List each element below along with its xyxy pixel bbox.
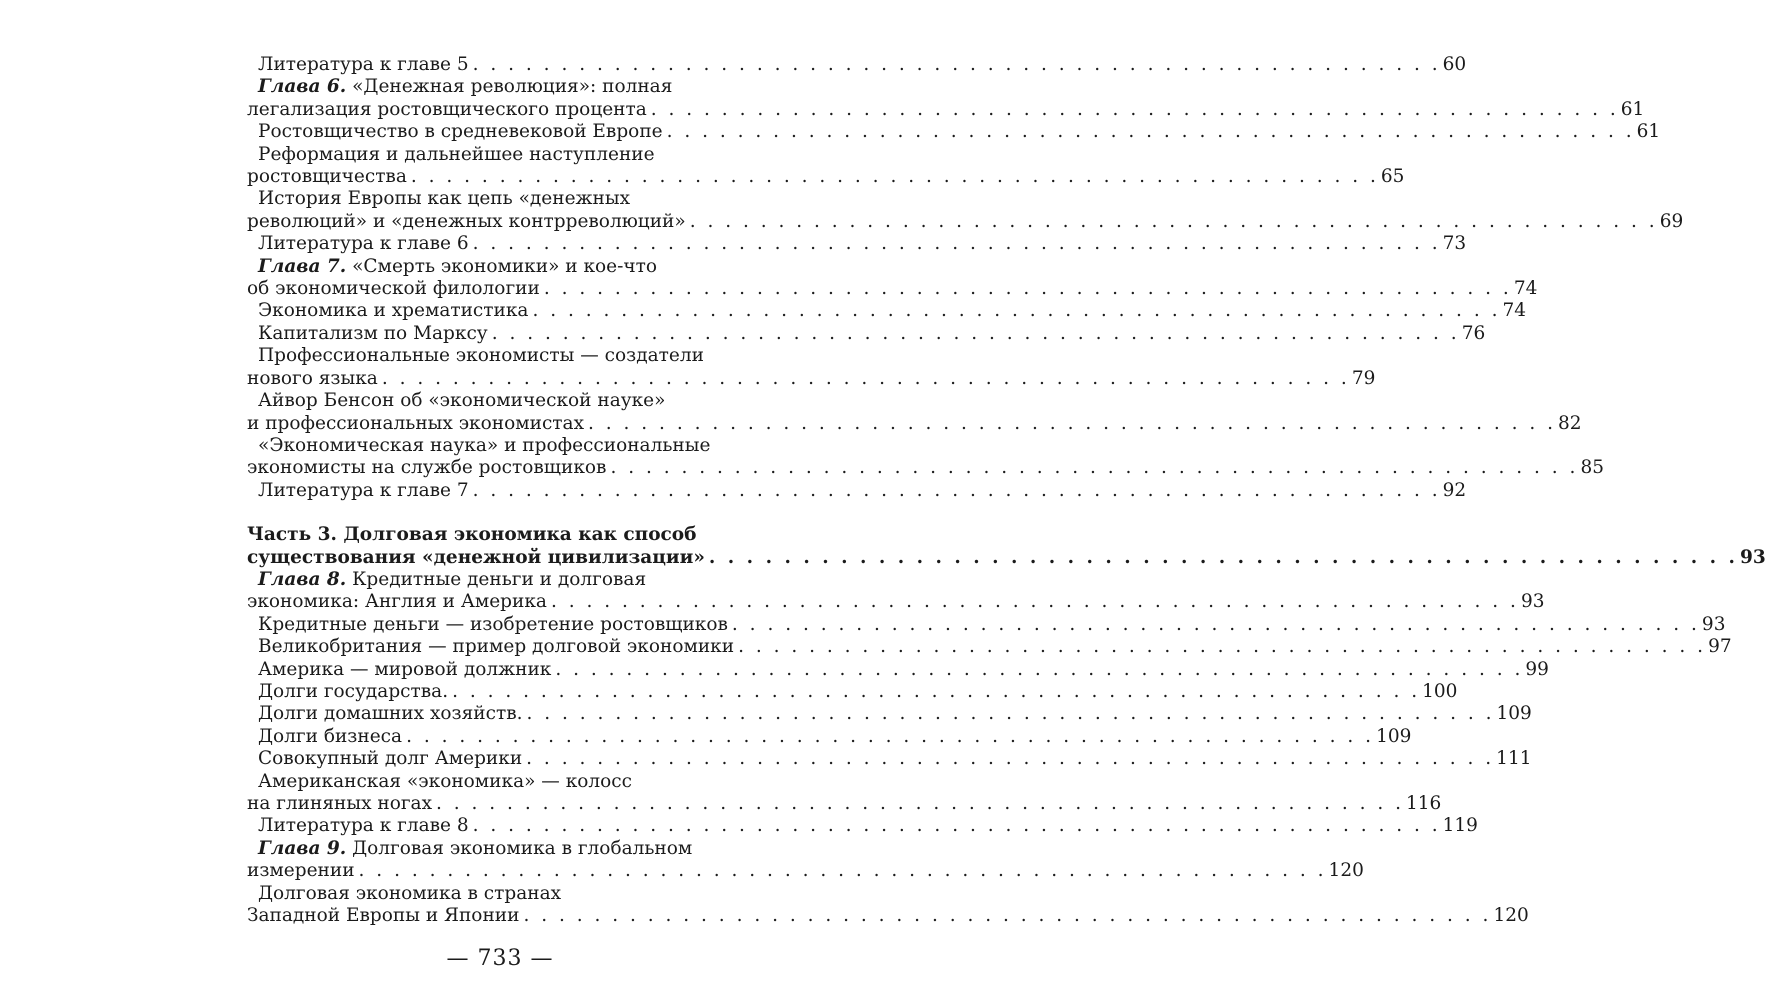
toc-entry-title — [258, 748, 522, 770]
toc-entry-title — [258, 838, 692, 860]
toc-entry — [247, 680, 1458, 703]
leader-dots: . . . . . . . . . . . . . . . . . . . . . . . . . . . . . . . . . . . . . . . . . . . . . . . . . . . . . . . — [410, 166, 1379, 188]
toc-entry — [247, 256, 773, 278]
toc-entry — [247, 793, 1442, 815]
toc-entry-text: Долговая экономика в глобальном — [346, 837, 693, 859]
toc-entry — [247, 278, 1538, 300]
toc-entry-text: революций» и «денежных контрреволюций» — [247, 210, 686, 232]
toc-entry-title — [258, 121, 663, 143]
toc-entry-title — [258, 188, 630, 210]
chapter-label: Глава 6. — [258, 76, 347, 98]
leader-dots: . . . . . . . . . . . . . . . . . . . . . . . . . . . . . . . . . . . . . . . . . . . . . . . . . . . . . . . — [666, 121, 1635, 143]
toc-entry-text: Америка — мировой должник — [258, 658, 552, 680]
toc-page-number: 74 — [1502, 300, 1527, 322]
toc-entry-title — [258, 233, 469, 255]
toc-entry — [247, 435, 773, 457]
toc-entry-title — [247, 368, 378, 390]
toc-page-number: 92 — [1442, 479, 1467, 501]
toc-entry-title — [247, 524, 696, 546]
toc-entry — [247, 345, 773, 367]
toc-entry — [247, 838, 773, 860]
leader-dots: . . . . . . . . . . . . . . . . . . . . . . . . . . . . . . . . . . . . . . . . . . . . . . . . . . . . . . . — [738, 636, 1707, 658]
toc-entry — [247, 703, 1532, 725]
toc-page-number: 85 — [1580, 457, 1604, 479]
leader-dots: . . . . . . . . . . . . . . . . . . . . . . . . . . . . . . . . . . . . . . . . . . . . . . . . . . . . . . . — [472, 54, 1441, 75]
toc-page-number: 100 — [1422, 680, 1458, 702]
toc-entry — [247, 613, 1726, 636]
toc-entry-text: «Денежная революция»: полная — [346, 76, 673, 98]
toc-entry — [247, 98, 1645, 121]
toc-entry — [247, 367, 1376, 390]
toc-entry — [247, 860, 1364, 882]
toc-entry-text: Реформация и дальнейшее наступление — [258, 143, 655, 165]
leader-dots: . . . . . . . . . . . . . . . . . . . . . . . . . . . . . . . . . . . . . . . . . . . . . . . . . . . . . . . — [526, 748, 1495, 770]
toc-entry-text: Литература к главе 8 — [258, 815, 469, 837]
toc-entry-text: «Экономическая наука» и профессиональные — [258, 434, 711, 456]
toc-part-line — [247, 546, 1766, 569]
toc-entry — [247, 54, 1467, 76]
toc-page-number: 76 — [1461, 322, 1486, 344]
toc-entry — [247, 658, 1549, 681]
leader-dots: . . . . . . . . . . . . . . . . . . . . . . . . . . . . . . . . . . . . . . . . . . . . . . . . . . . . . . . — [610, 457, 1579, 479]
toc-entry-text: Литература к главе 6 — [258, 233, 469, 255]
toc-entry-text: существования «денежной цивилизации» — [247, 546, 705, 568]
toc-page-number: 111 — [1496, 748, 1532, 770]
toc-page-number: 109 — [1496, 703, 1532, 725]
toc-entry-title — [258, 636, 734, 658]
toc-entry — [247, 121, 1661, 143]
toc-entry-title — [247, 166, 407, 188]
toc-entry-title — [258, 726, 402, 748]
toc-page-number: 93 — [1701, 613, 1726, 635]
toc-entry-title — [258, 883, 561, 905]
toc-entry — [247, 457, 1604, 479]
page-number: — 733 — — [446, 946, 554, 971]
section-gap — [247, 502, 773, 524]
toc-entry-title — [258, 771, 632, 793]
toc-entry-text: нового языка — [247, 367, 378, 389]
chapter-label: Глава 8. — [258, 568, 347, 590]
toc-entry-title — [258, 569, 646, 591]
leader-dots: . . . . . . . . . . . . . . . . . . . . . . . . . . . . . . . . . . . . . . . . . . . . . . . . . . . . . . . — [689, 210, 1658, 232]
toc-page-number: 93 — [1739, 546, 1766, 568]
toc-entry-title — [258, 614, 728, 636]
leader-dots: . . . . . . . . . . . . . . . . . . . . . . . . . . . . . . . . . . . . . . . . . . . . . . . . . . . . . . . — [550, 591, 1519, 613]
toc-entry — [247, 144, 773, 166]
toc-entry-text: Долговая экономика в странах — [258, 882, 562, 904]
toc-page-number: 61 — [1620, 98, 1645, 120]
toc-part-line — [247, 524, 773, 546]
toc-page-number: 120 — [1328, 860, 1364, 882]
toc-entry-text: Экономика и хрематистика — [258, 300, 529, 322]
leader-dots: . . . . . . . . . . . . . . . . . . . . . . . . . . . . . . . . . . . . . . . . . . . . . . . . . . . . . . . — [406, 725, 1375, 747]
toc-page-number: 93 — [1520, 591, 1545, 613]
leader-dots: . . . . . . . . . . . . . . . . . . . . . . . . . . . . . . . . . . . . . . . . . . . . . . . . . . . . . . . — [472, 815, 1441, 837]
toc-entry-title — [247, 591, 547, 613]
toc-entry-text: легализация ростовщического процента — [247, 98, 647, 120]
toc-page-number: 82 — [1558, 412, 1582, 434]
leader-dots: . . . . . . . . . . . . . . . . . . . . . . . . . . . . . . . . . . . . . . . . . . . . . . . . . . . . . . . — [358, 860, 1327, 882]
toc-page-number: 60 — [1442, 54, 1467, 75]
toc-entry — [247, 591, 1545, 613]
toc-entry — [247, 479, 1467, 502]
toc-page-number: 74 — [1513, 278, 1538, 300]
leader-dots: . . . . . . . . . . . . . . . . . . . . . . . . . . . . . . . . . . . . . . . . . . . . . . . . . . . . . . . — [543, 278, 1512, 300]
toc-entry — [247, 815, 1478, 837]
toc-page-number: 109 — [1376, 725, 1412, 747]
toc-entry-title — [247, 793, 432, 815]
toc-entry-title — [258, 815, 469, 837]
toc-entry — [247, 76, 773, 98]
table-of-contents — [247, 54, 1766, 927]
toc-entry-text: Совокупный долг Америки — [258, 748, 523, 770]
toc-entry — [247, 166, 1405, 188]
chapter-label: Глава 7. — [258, 255, 347, 277]
toc-entry — [247, 905, 1529, 927]
toc-entry — [247, 210, 1684, 233]
toc-entry-text: Долги домашних хозяйств. — [258, 703, 523, 725]
toc-entry — [247, 188, 773, 210]
toc-entry — [247, 771, 773, 793]
toc-entry — [247, 883, 773, 905]
toc-page-number: 61 — [1636, 121, 1661, 143]
toc-entry-text: экономика: Англия и Америка — [247, 591, 547, 613]
toc-entry-text: Американская «экономика» — колосс — [258, 770, 633, 792]
leader-dots: . . . . . . . . . . . . . . . . . . . . . . . . . . . . . . . . . . . . . . . . . . . . . . . . . . . . . . . — [532, 300, 1501, 322]
toc-page-number: 116 — [1406, 793, 1442, 814]
leader-dots: . . . . . . . . . . . . . . . . . . . . . . . . . . . . . . . . . . . . . . . . . . . . . . . . . . . . . . . — [491, 322, 1460, 344]
toc-entry-text: измерении — [247, 860, 355, 882]
toc-entry-text: Литература к главе 5 — [258, 54, 469, 75]
toc-entry — [247, 233, 1467, 255]
leader-dots: . . . . . . . . . . . . . . . . . . . . . . . . . . . . . . . . . . . . . . . . . . . . . . . . . . . . . . . — [731, 613, 1700, 635]
toc-entry-title — [258, 681, 448, 703]
toc-entry — [247, 322, 1486, 345]
toc-page-number: 119 — [1442, 815, 1478, 837]
toc-entry-title — [258, 659, 551, 681]
toc-page-number: 97 — [1708, 636, 1732, 658]
toc-entry-text: Кредитные деньги и долговая — [346, 568, 647, 590]
toc-entry-title — [258, 54, 469, 76]
toc-entry-text: Великобритания — пример долговой экономики — [258, 636, 735, 658]
toc-entry-title — [258, 435, 710, 457]
toc-entry-title — [258, 345, 704, 367]
toc-entry-title — [247, 860, 355, 882]
toc-entry-text: Айвор Бенсон об «экономической науке» — [258, 390, 666, 412]
toc-page-number: 65 — [1380, 166, 1405, 188]
toc-entry — [247, 390, 773, 412]
toc-entry-text: Литература к главе 7 — [258, 479, 469, 501]
leader-dots: . . . . . . . . . . . . . . . . . . . . . . . . . . . . . . . . . . . . . . . . . . . . . . . . . . . . . . . — [588, 412, 1557, 434]
leader-dots: . . . . . . . . . . . . . . . . . . . . . . . . . . . . . . . . . . . . . . . . . . . . . . . . . . . . . . . — [650, 98, 1619, 120]
toc-entry-text: История Европы как цепь «денежных — [258, 188, 631, 210]
toc-entry-title — [247, 211, 686, 233]
chapter-label: Глава 9. — [258, 837, 347, 859]
toc-entry-title — [247, 413, 584, 435]
leader-dots: . . . . . . . . . . . . . . . . . . . . . . . . . . . . . . . . . . . . . . . . . . . . . . . . . . . . . . . — [526, 703, 1495, 725]
toc-entry-title — [258, 390, 665, 412]
toc-page-number: 73 — [1442, 233, 1467, 255]
toc-page-number: 120 — [1493, 905, 1529, 927]
toc-page-number: 79 — [1351, 367, 1376, 389]
toc-entry-title — [258, 76, 672, 98]
toc-entry — [247, 636, 1732, 658]
toc-entry-text: ростовщичества — [247, 166, 407, 188]
toc-entry — [247, 300, 1527, 322]
toc-entry-title — [258, 480, 469, 502]
toc-entry-title — [258, 300, 528, 322]
toc-entry-text: на глиняных ногах — [247, 793, 433, 814]
toc-entry-text: и профессиональных экономистах — [247, 412, 585, 434]
toc-entry-title — [258, 144, 655, 166]
toc-entry-title — [258, 323, 488, 345]
leader-dots: . . . . . . . . . . . . . . . . . . . . . . . . . . . . . . . . . . . . . . . . . . . . . . . . . . . . . . . — [523, 905, 1492, 927]
toc-entry — [247, 412, 1582, 435]
toc-entry-text: Капитализм по Марксу — [258, 322, 488, 344]
toc-entry-title — [247, 99, 647, 121]
toc-entry-title — [247, 905, 519, 927]
toc-entry-text: Западной Европы и Японии — [247, 905, 520, 927]
toc-entry — [247, 569, 773, 591]
leader-dots: . . . . . . . . . . . . . . . . . . . . . . . . . . . . . . . . . . . . . . . . . . . . . . . . . . . . . . . — [708, 546, 1738, 568]
toc-entry-text: экономисты на службе ростовщиков — [247, 457, 607, 479]
toc-entry-title — [247, 547, 705, 569]
toc-entry-title — [247, 457, 606, 479]
toc-entry-text: Кредитные деньги — изобретение ростовщиков — [258, 613, 728, 635]
leader-dots: . . . . . . . . . . . . . . . . . . . . . . . . . . . . . . . . . . . . . . . . . . . . . . . . . . . . . . . — [472, 233, 1441, 255]
toc-entry-text: Долги бизнеса — [258, 725, 403, 747]
toc-entry-text: «Смерть экономики» и кое-что — [346, 255, 657, 277]
toc-entry-title — [247, 278, 540, 300]
toc-entry-text: Профессиональные экономисты — создатели — [258, 345, 704, 367]
toc-page-number: 69 — [1659, 210, 1684, 232]
toc-entry-text: Долги государства. — [258, 680, 449, 702]
toc-entry — [247, 748, 1532, 770]
leader-dots: . . . . . . . . . . . . . . . . . . . . . . . . . . . . . . . . . . . . . . . . . . . . . . . . . . . . . . . — [452, 680, 1421, 702]
leader-dots: . . . . . . . . . . . . . . . . . . . . . . . . . . . . . . . . . . . . . . . . . . . . . . . . . . . . . . . — [555, 658, 1524, 680]
toc-entry-text: об экономической филологии — [247, 278, 540, 300]
toc-entry-text: Ростовщичество в средневековой Европе — [258, 121, 663, 143]
toc-entry-text: Часть 3. Долговая экономика как способ — [247, 524, 697, 546]
leader-dots: . . . . . . . . . . . . . . . . . . . . . . . . . . . . . . . . . . . . . . . . . . . . . . . . . . . . . . . — [381, 367, 1350, 389]
leader-dots: . . . . . . . . . . . . . . . . . . . . . . . . . . . . . . . . . . . . . . . . . . . . . . . . . . . . . . . — [472, 479, 1441, 501]
toc-entry-title — [258, 703, 523, 725]
toc-entry — [247, 725, 1412, 748]
toc-page-number: 99 — [1525, 658, 1549, 680]
toc-entry-title — [258, 256, 657, 278]
leader-dots: . . . . . . . . . . . . . . . . . . . . . . . . . . . . . . . . . . . . . . . . . . . . . . . . . . . . . . . — [436, 793, 1405, 814]
